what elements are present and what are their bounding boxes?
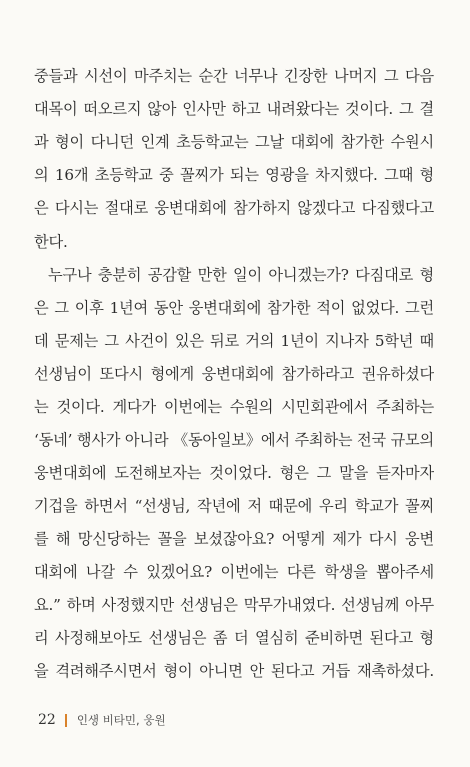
text-line: 중들과 시선이 마주치는 순간 너무나 긴장한 나머지 그 다음 — [34, 67, 434, 85]
text-line: 데 문제는 그 사건이 있은 뒤로 거의 1년이 지나자 5학년 때 — [34, 332, 434, 350]
page-footer — [38, 711, 166, 729]
text-line: 한다. — [34, 233, 68, 251]
text-line: 선생님이 또다시 형에게 웅변대회에 참가하라고 권유하셨다 — [34, 365, 434, 383]
running-title: 인생 비타민, 웅원 — [76, 713, 166, 727]
text-line: 은 다시는 절대로 웅변대회에 참가하지 않겠다고 다짐했다고 — [34, 199, 434, 217]
footer-divider — [65, 714, 67, 727]
text-line: 요.” 하며 사정했지만 선생님은 막무가내였다. 선생님께 아무 — [34, 596, 434, 614]
text-line: 의 16개 초등학교 중 꼴찌가 되는 영광을 차지했다. 그때 형 — [34, 166, 434, 184]
text-line: 대회에 나갈 수 있겠어요? 이번에는 다른 학생을 뽑아주세 — [34, 563, 434, 581]
text-line: 누구나 충분히 공감할 만한 일이 아니겠는가? 다짐대로 형 — [48, 266, 434, 284]
page-number: 22 — [38, 712, 56, 728]
text-line: 과 형이 다니던 인계 초등학교는 그날 대회에 참가한 수원시 — [34, 133, 434, 151]
text-line: 리 사정해보아도 선생님은 좀 더 열심히 준비하면 된다고 형 — [34, 629, 434, 647]
text-line: 를 해 망신당하는 꼴을 보셨잖아요? 어떻게 제가 다시 웅변 — [34, 530, 434, 548]
text-line: 는 것이다. 게다가 이번에는 수원의 시민회관에서 주최하는 — [34, 398, 434, 416]
text-line: 대목이 떠오르지 않아 인사만 하고 내려왔다는 것이다. 그 결 — [34, 100, 434, 118]
text-line: 을 격려해주시면서 형이 아니면 안 된다고 거듭 재촉하셨다. — [34, 662, 434, 680]
text-line: 웅변대회에 도전해보자는 것이었다. 형은 그 말을 듣자마자 — [34, 464, 434, 482]
text-line: 기겁을 하면서 “선생님, 작년에 저 때문에 우리 학교가 꼴찌 — [34, 497, 434, 515]
text-line: ‘동네’ 행사가 아니라 《동아일보》에서 주최하는 전국 규모의 — [34, 431, 434, 449]
text-line: 은 그 이후 1년여 동안 웅변대회에 참가한 적이 없었다. 그런 — [34, 299, 434, 317]
